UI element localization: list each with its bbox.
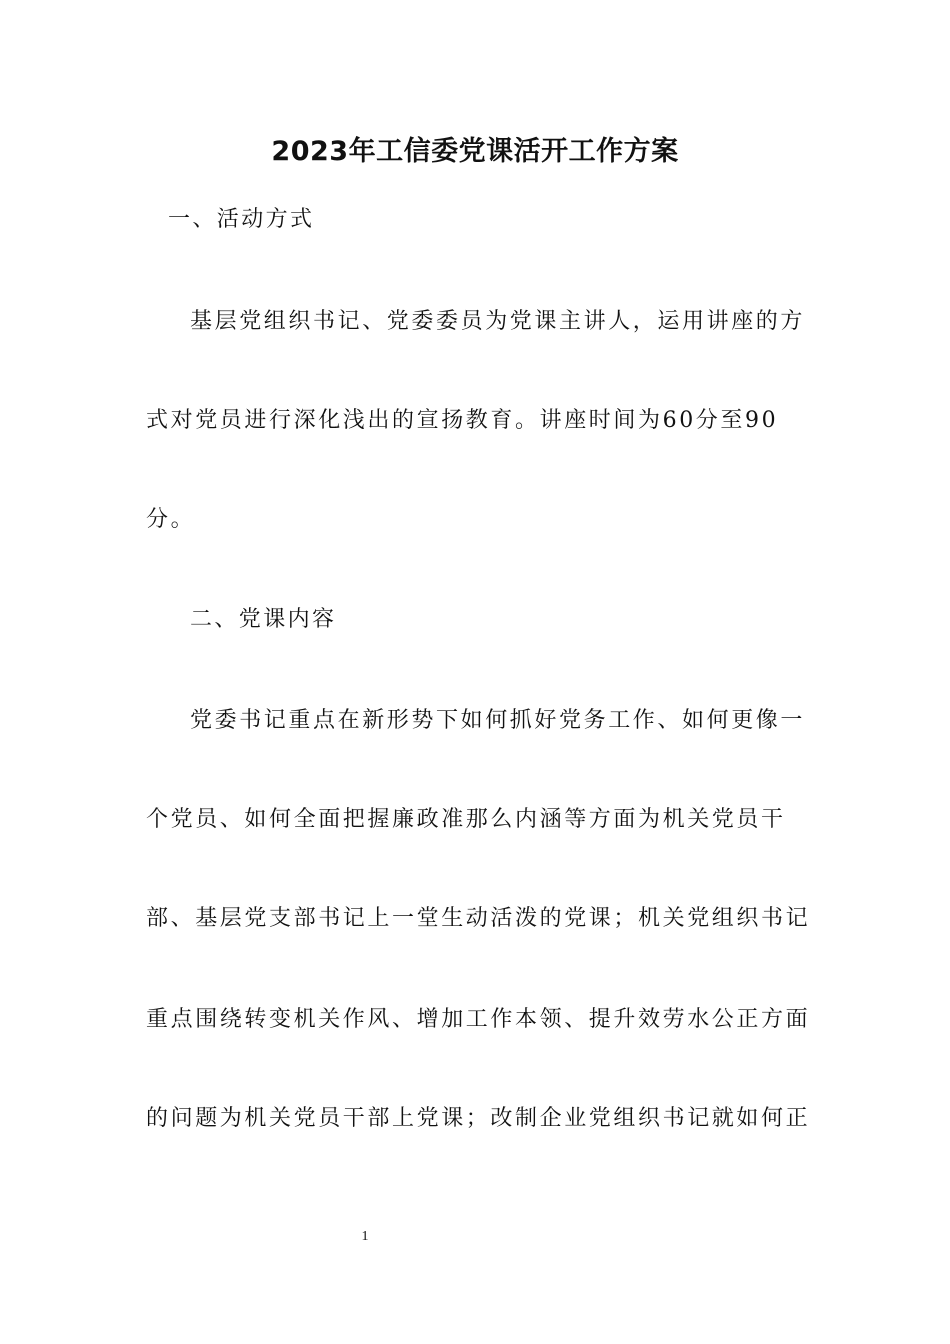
paragraph-line: 个党员、如何全面把握廉政准那么内涵等方面为机关党员干 [146,807,786,832]
paragraph-line: 式对党员进行深化浅出的宣扬教育。讲座时间为60分至90 [146,408,779,433]
paragraph-line: 基层党组织书记、党委委员为党课主讲人，运用讲座的方 [190,309,806,334]
section-heading-lesson-content: 二、党课内容 [190,607,337,632]
document-title: 2023年工信委党课活开工作方案 [271,136,679,167]
paragraph-line: 部、基层党支部书记上一堂生动活泼的党课；机关党组织书记 [146,906,811,931]
paragraph-line: 重点围绕转变机关作风、增加工作本领、提升效劳水公正方面 [146,1007,811,1032]
section-heading-activity-method: 一、活动方式 [168,207,315,232]
page-number: 1 [361,1229,369,1244]
paragraph-line: 的问题为机关党员干部上党课；改制企业党组织书记就如何正 [146,1106,811,1131]
paragraph-line: 党委书记重点在新形势下如何抓好党务工作、如何更像一 [190,708,806,733]
paragraph-line: 分。 [146,507,196,532]
